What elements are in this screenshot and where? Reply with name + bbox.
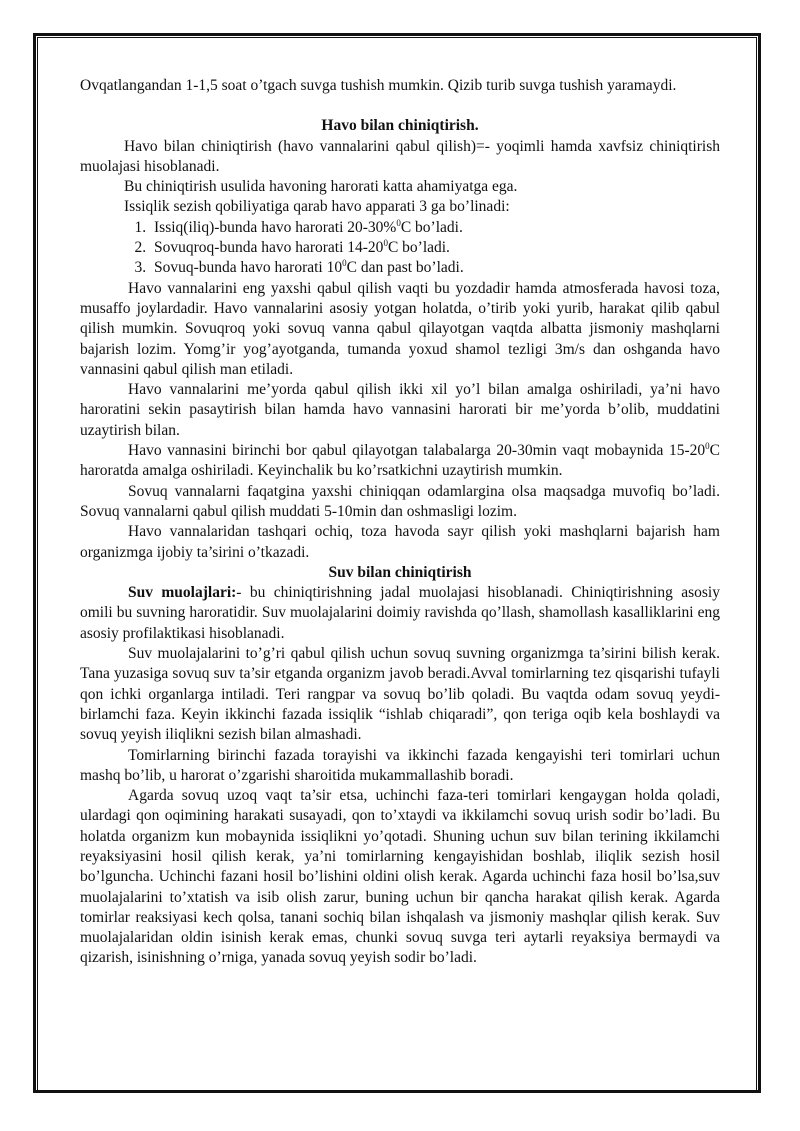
paragraph-air-6: Havo vannasini birinchi bor qabul qilayotgan talabalarga 20-30min vaqt mobaynida $15-20^0C$ haroratda amalga oshiriladi. Keyinchalik bu ko’rsatkichni uzaytirish mumkin.: [80, 440, 720, 480]
air-apparatus-list: [80, 218, 720, 279]
paragraph-water-3: Tomirlarning birinchi fazada torayishi va ikkinchi fazada kengayishi teri tomirlari uchun mashq bo’lib, u harorat o’zgarishi sharoitida mukammallashib boradi.: [80, 746, 720, 784]
section-heading-water: Suv bilan chiniqtirish: [328, 563, 472, 581]
paragraph-air-2: Bu chiniqtirish usulida havoning harorati katta ahamiyatga ega.: [124, 178, 518, 196]
list-item: 1. Issiq(iliq)-bunda havo harorati 20-30%$^0$C bo’ladi.: [150, 218, 720, 238]
paragraph-air-5: Havo vannalarini me’yorda qabul qilish ikki xil yo’l bilan amalga oshiriladi, ya’ni havo haroratini sekin pasaytirish bilan hamda havo vannasini harorati bir me’yorda b’olib, muddatini uzaytirish bilan.: [80, 381, 720, 439]
document-body: [80, 76, 720, 969]
paragraph-air-7: Sovuq vannalarni faqatgina yaxshi chiniqqan odamlargina olsa maqsadga muvofiq bo’ladi. Sovuq vannalarni qabul qilish muddati 5-10min dan oshmasligi lozim.: [80, 482, 720, 520]
list-item: 2. Sovuqroq-bunda havo harorati $14-20^0C$ bo’ladi.: [150, 238, 720, 258]
section-heading-air: Havo bilan chiniqtirish.: [321, 117, 479, 135]
paragraph-air-3: Issiqlik sezish qobiliyatiga qarab havo apparati 3 ga bo’linadi:: [124, 198, 510, 216]
term-bold: Suv muolajlari:: [128, 584, 237, 602]
paragraph-intro: Ovqatlangandan 1-1,5 soat o’tgach suvga tushish mumkin. Qizib turib suvga tushish yaramaydi.: [80, 77, 677, 94]
paragraph-water-2: Suv muolajalarini to’g’ri qabul qilish uchun sovuq suvning organizmga ta’sirini bilish kerak. Tana yuzasiga sovuq suv ta’sir etganda organizm javob beradi.Avval tomirlarning tez qisqarishi tufayli qon ichki organlarga intiladi. Teri rangpar va sovuq bo’lib qoladi. Bu vaqtda odam sovuq yeydi-birlamchi faza. Keyin ikkinchi fazada issiqlik “ishlab chiqaradi”, qon teriga oqib kela boshlaydi va sovuq yeyish iliqlikni sezish bilan almashadi.: [80, 645, 720, 744]
paragraph-air-4: Havo vannalarini eng yaxshi qabul qilish vaqti bu yozdadir hamda atmosferada havosi toza, musaffo joylardadir. Havo vannalarini asosiy yotgan holatda, o’tirib yoki yurib, harakat qilib qabul qilish mumkin. Sovuqroq yoki sovuq vanna qabul qilayotgan vaqtda albatta jismoniy mashqlarni bajarish lozim. Yomg’ir yog’ayotganda, tumanda yoxud shamol tezligi 3m/s dan oshganda havo vannasini qabul qilish man etiladi.: [80, 279, 720, 378]
paragraph-water-4: Agarda sovuq uzoq vaqt ta’sir etsa, uchinchi faza-teri tomirlari kengaygan holda qoladi, ulardagi qon oqimining harakati susayadi, qon to’xtaydi va ikkilamchi sovuq urish sodir bo’ladi. Bu holatda organizm kun mobaynida issiqlikni yo’qotadi. Shuning uchun suv bilan terining ikkilamchi reyaksiyasini hosil qilish kerak, ya’ni tomirlarning kengayishidan boshlab, iliqlik sezish hosil bo’lguncha. Uchinchi fazani hosil bo’lishini oldini olish kerak. Agarda uchinchi faza hosil bo’lsa,suv muolajalarini to’xtatish va isib olish zarur, buning uchun bir qancha harakat qilish kerak. Agarda tomirlar reaksiyasi kech qolsa, tanani sochiq bilan ishqalash va jismoniy mashqlar qilish kerak. Suv muolajalaridan oldin isinish kerak emas, chunki sovuq suvga teri aytarli reyaksiya bermaydi va qizarish, isinishning o’rniga, yanada sovuq yeyish sodir bo’ladi.: [80, 787, 720, 967]
list-item: 3. Sovuq-bunda havo harorati $10^0C$ dan past bo’ladi.: [150, 258, 720, 278]
paragraph-air-1: Havo bilan chiniqtirish (havo vannalarini qabul qilish)=- yoqimli hamda xavfsiz chiniqtirish muolajasi hisoblanadi.: [80, 137, 720, 175]
paragraph-water-1: Suv muolajlari:- bu chiniqtirishning jadal muolajasi hisoblanadi. Chiniqtirishning asosiy omili bu suvning haroratidir. Suv muolajalarini doimiy ravishda qo’llash, shamollash kasalliklarini eng asosiy profilaktikasi hisoblanadi.: [80, 584, 720, 642]
paragraph-air-8: Havo vannalaridan tashqari ochiq, toza havoda sayr qilish yoki mashqlarni bajarish ham organizmga ijobiy ta’sirini o’tkazadi.: [80, 523, 720, 561]
